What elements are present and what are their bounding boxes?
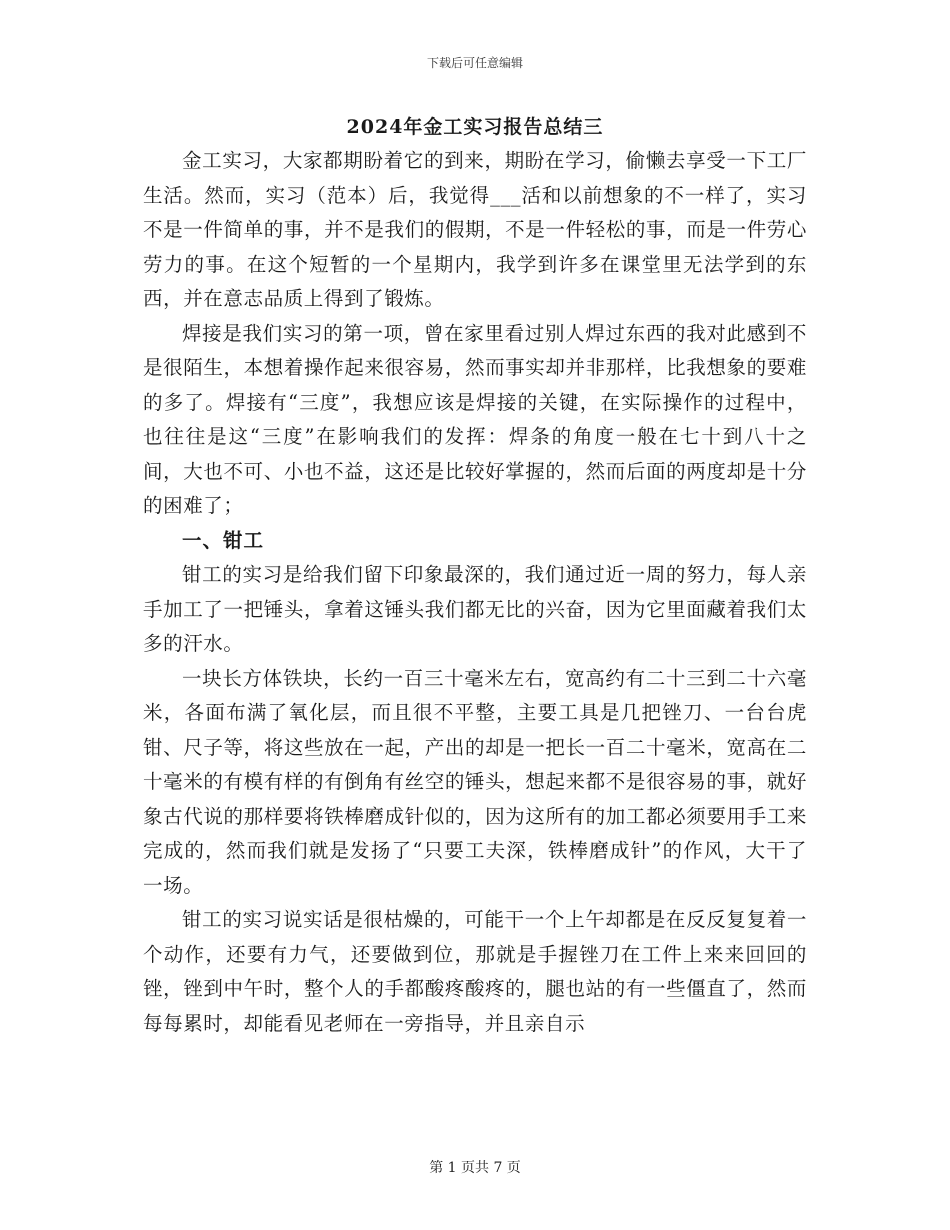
- section-heading: 一、钳工: [182, 528, 265, 552]
- paragraph: 钳工的实习说实话是很枯燥的，可能干一个上午却都是在反反复复着一个动作，还要有力气，还要做到位，那就是手握锉刀在工件上来来回回的锉，锉到中午时，整个人的手都酸疼酸疼的，腿也站的有一些僵直了，然而每每累时，却能看见老师在一旁指导，并且亲自示: [143, 908, 807, 1035]
- paragraph: 金工实习，大家都期盼着它的到来，期盼在学习，偷懒去享受一下工厂生活。然而，实习（范本）后，我觉得___活和以前想象的不一样了，实习不是一件简单的事，并不是我们的假期，不是一件轻松的事，而是一件劳心劳力的事。在这个短暂的一个星期内，我学到许多在课堂里无法学到的东西，并在意志品质上得到了锻炼。: [143, 149, 807, 310]
- page-number: 第 1 页共 7 页: [429, 1160, 521, 1176]
- document-title: 2024年金工实习报告总结三: [346, 116, 604, 138]
- paragraph: 钳工的实习是给我们留下印象最深的，我们通过近一周的努力，每人亲手加工了一把锤头，拿着这锤头我们都无比的兴奋，因为它里面藏着我们太多的汗水。: [143, 563, 807, 655]
- paragraph: 一块长方体铁块，长约一百三十毫米左右，宽高约有二十三到二十六毫米，各面布满了氧化层，而且很不平整，主要工具是几把锉刀、一台台虎钳、尺子等，将这些放在一起，产出的却是一把长一百二十毫米，宽高在二十毫米的有模有样的有倒角有丝空的锤头，想起来都不是很容易的事，就好象古代说的那样要将铁棒磨成针似的，因为这所有的加工都必须要用手工来完成的，然而我们就是发扬了“只要工夫深，铁棒磨成针”的作风，大干了一场。: [143, 666, 807, 897]
- paragraph: 焊接是我们实习的第一项，曾在家里看过别人焊过东西的我对此感到不是很陌生，本想着操作起来很容易，然而事实却并非那样，比我想象的要难的多了。焊接有“三度”，我想应该是焊接的关键，在实际操作的过程中，也往往是这“三度”在影响我们的发挥：焊条的角度一般在七十到八十之间，大也不可、小也不益，这还是比较好掌握的，然而后面的两度却是十分的困难了；: [143, 321, 807, 517]
- header-note: 下载后可任意编辑: [426, 56, 523, 70]
- document-body: [143, 144, 807, 1041]
